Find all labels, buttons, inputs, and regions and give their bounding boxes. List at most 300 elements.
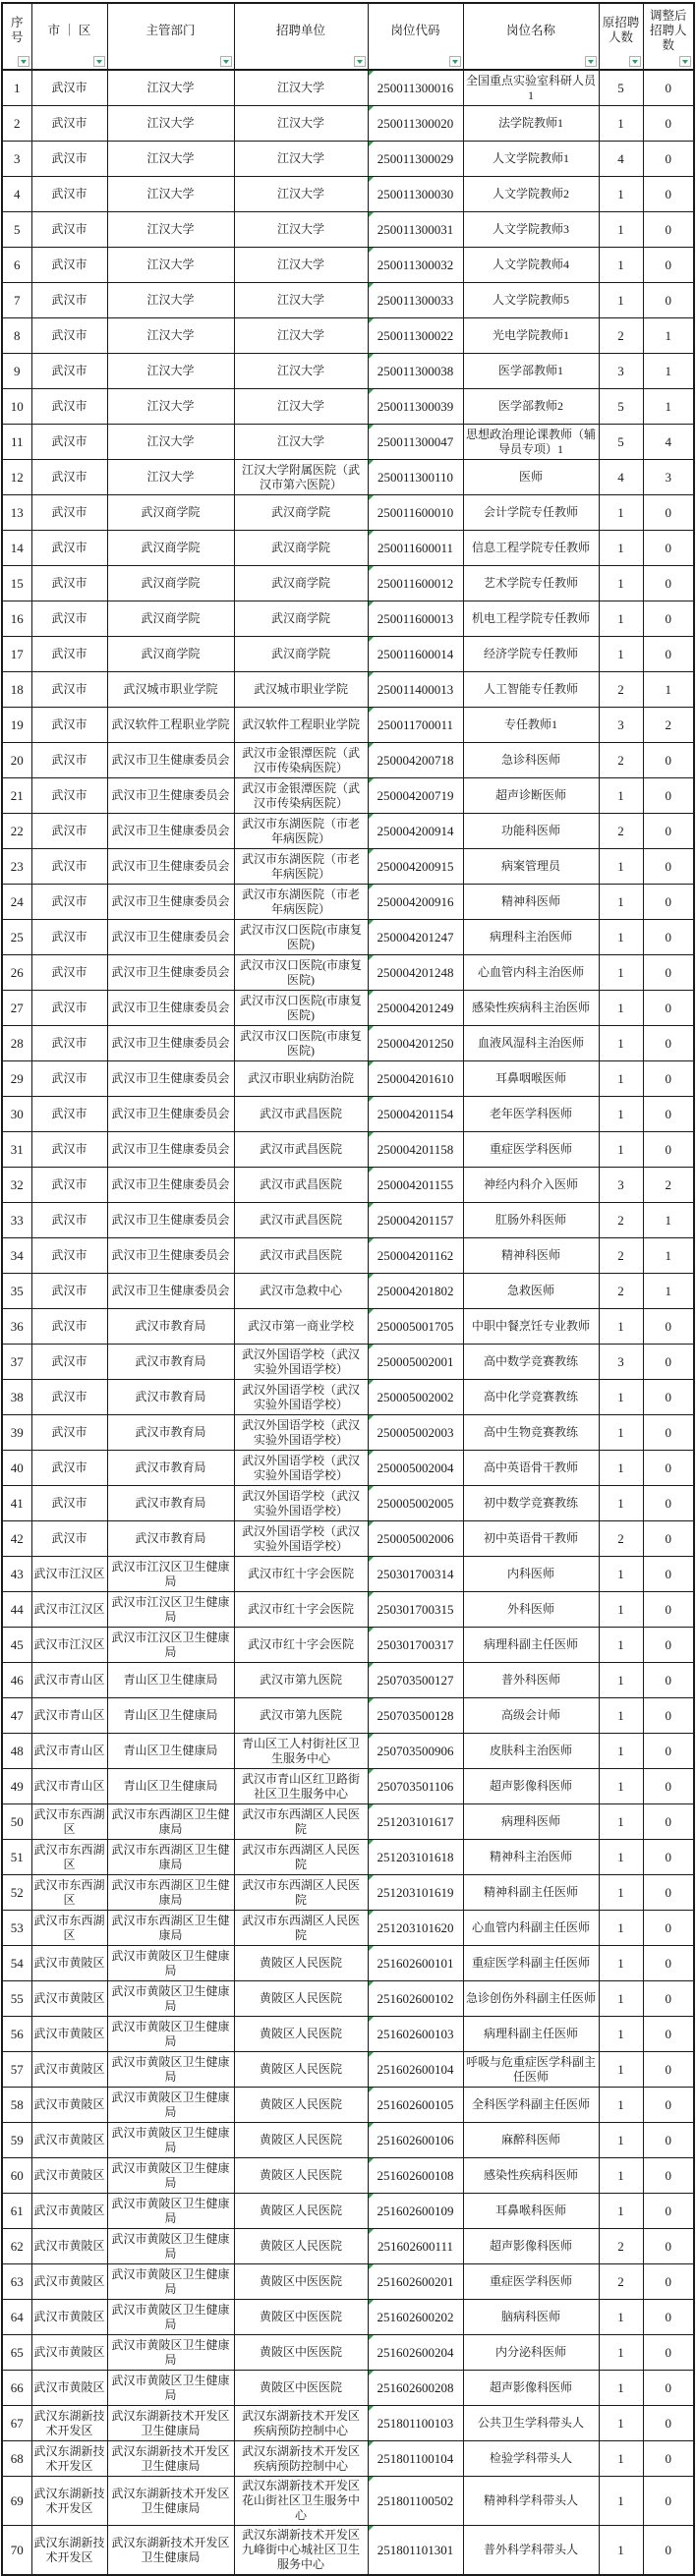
cell-position-name[interactable]: 精神科学科带头人 — [463, 2477, 599, 2526]
cell-original-count[interactable]: 5 — [599, 70, 643, 106]
cell-department[interactable]: 武汉市卫生健康委员会 — [107, 814, 234, 849]
cell-position-code[interactable]: 250011300033 — [368, 283, 463, 318]
cell-position-code[interactable]: 251602600106 — [368, 2123, 463, 2158]
cell-original-count[interactable]: 2 — [599, 1238, 643, 1274]
cell-position-code[interactable]: 250004201157 — [368, 1203, 463, 1238]
cell-adjusted-count[interactable]: 0 — [643, 2406, 694, 2441]
filter-button-position-code[interactable] — [449, 56, 461, 67]
cell-recruiting-unit[interactable]: 武汉市东西湖区人民医院 — [234, 1875, 368, 1911]
cell-adjusted-count[interactable]: 0 — [643, 1981, 694, 2017]
cell-city-district[interactable]: 武汉市青山区 — [31, 1698, 107, 1734]
cell-position-name[interactable]: 耳鼻喉科医师 — [463, 2194, 599, 2229]
cell-city-district[interactable]: 武汉市 — [31, 1238, 107, 1274]
cell-city-district[interactable]: 武汉市 — [31, 460, 107, 495]
cell-department[interactable]: 武汉市黄陂区卫生健康局 — [107, 2229, 234, 2264]
cell-recruiting-unit[interactable]: 武汉市汉口医院(市康复医院) — [234, 991, 368, 1026]
cell-department[interactable]: 武汉软件工程职业学院 — [107, 708, 234, 743]
cell-recruiting-unit[interactable]: 武汉东湖新技术开发区九峰街中心城社区卫生服务中心 — [234, 2526, 368, 2576]
cell-adjusted-count[interactable]: 0 — [643, 177, 694, 212]
cell-department[interactable]: 武汉市黄陂区卫生健康局 — [107, 2300, 234, 2335]
cell-department[interactable]: 武汉市卫生健康委员会 — [107, 1168, 234, 1203]
cell-recruiting-unit[interactable]: 武汉外国语学校（武汉实验外国语学校） — [234, 1451, 368, 1486]
cell-position-code[interactable]: 251801100104 — [368, 2441, 463, 2477]
cell-department[interactable]: 武汉市卫生健康委员会 — [107, 778, 234, 814]
filter-button-recruiting-unit[interactable] — [354, 56, 366, 67]
cell-seq[interactable]: 20 — [2, 743, 31, 778]
cell-position-name[interactable]: 普外科学科带头人 — [463, 2526, 599, 2576]
cell-original-count[interactable]: 1 — [599, 637, 643, 672]
cell-recruiting-unit[interactable]: 武汉东湖新技术开发区疾病预防控制中心 — [234, 2406, 368, 2441]
cell-original-count[interactable]: 1 — [599, 601, 643, 637]
cell-original-count[interactable]: 1 — [599, 1415, 643, 1451]
cell-seq[interactable]: 13 — [2, 495, 31, 531]
cell-seq[interactable]: 52 — [2, 1875, 31, 1911]
filter-button-seq[interactable] — [18, 56, 29, 67]
cell-position-name[interactable]: 病案管理员 — [463, 849, 599, 885]
cell-position-name[interactable]: 超声影像科医师 — [463, 2371, 599, 2406]
cell-seq[interactable]: 35 — [2, 1274, 31, 1309]
cell-seq[interactable]: 22 — [2, 814, 31, 849]
cell-department[interactable]: 青山区卫生健康局 — [107, 1769, 234, 1804]
cell-original-count[interactable]: 1 — [599, 1380, 643, 1415]
cell-position-name[interactable]: 经济学院专任教师 — [463, 637, 599, 672]
cell-adjusted-count[interactable]: 0 — [643, 1061, 694, 1097]
cell-department[interactable]: 武汉市卫生健康委员会 — [107, 849, 234, 885]
cell-original-count[interactable]: 1 — [599, 2406, 643, 2441]
cell-position-code[interactable]: 250011300032 — [368, 248, 463, 283]
cell-position-code[interactable]: 251801100103 — [368, 2406, 463, 2441]
cell-original-count[interactable]: 3 — [599, 708, 643, 743]
cell-original-count[interactable]: 1 — [599, 531, 643, 566]
cell-position-code[interactable]: 250703500128 — [368, 1698, 463, 1734]
cell-original-count[interactable]: 1 — [599, 1132, 643, 1168]
cell-adjusted-count[interactable]: 0 — [643, 1521, 694, 1557]
cell-seq[interactable]: 37 — [2, 1345, 31, 1380]
cell-original-count[interactable]: 2 — [599, 814, 643, 849]
cell-original-count[interactable]: 1 — [599, 1486, 643, 1521]
cell-recruiting-unit[interactable]: 武汉市武昌医院 — [234, 1168, 368, 1203]
cell-original-count[interactable]: 1 — [599, 1946, 643, 1981]
cell-original-count[interactable]: 1 — [599, 2441, 643, 2477]
cell-adjusted-count[interactable]: 0 — [643, 2229, 694, 2264]
cell-city-district[interactable]: 武汉市 — [31, 1168, 107, 1203]
cell-position-code[interactable]: 251801100502 — [368, 2477, 463, 2526]
cell-city-district[interactable]: 武汉市东西湖区 — [31, 1840, 107, 1875]
cell-position-code[interactable]: 251203101618 — [368, 1840, 463, 1875]
cell-recruiting-unit[interactable]: 武汉市汉口医院(市康复医院) — [234, 955, 368, 991]
cell-seq[interactable]: 1 — [2, 70, 31, 106]
cell-position-code[interactable]: 250004201158 — [368, 1132, 463, 1168]
cell-position-name[interactable]: 高中化学竞赛教练 — [463, 1380, 599, 1415]
cell-original-count[interactable]: 1 — [599, 177, 643, 212]
cell-recruiting-unit[interactable]: 黄陂区人民医院 — [234, 2194, 368, 2229]
cell-recruiting-unit[interactable]: 江汉大学 — [234, 212, 368, 248]
cell-recruiting-unit[interactable]: 黄陂区人民医院 — [234, 1946, 368, 1981]
cell-position-name[interactable]: 检验学科带头人 — [463, 2441, 599, 2477]
cell-adjusted-count[interactable]: 0 — [643, 2052, 694, 2088]
cell-seq[interactable]: 63 — [2, 2264, 31, 2300]
cell-position-code[interactable]: 251602600108 — [368, 2158, 463, 2194]
cell-city-district[interactable]: 武汉市 — [31, 1061, 107, 1097]
cell-recruiting-unit[interactable]: 武汉市武昌医院 — [234, 1238, 368, 1274]
cell-position-code[interactable]: 250004200719 — [368, 778, 463, 814]
cell-position-name[interactable]: 老年医学科医师 — [463, 1097, 599, 1132]
cell-department[interactable]: 武汉市东西湖区卫生健康局 — [107, 1840, 234, 1875]
cell-department[interactable]: 武汉市教育局 — [107, 1345, 234, 1380]
cell-position-code[interactable]: 250004201249 — [368, 991, 463, 1026]
cell-original-count[interactable]: 1 — [599, 1911, 643, 1946]
cell-original-count[interactable]: 1 — [599, 1026, 643, 1061]
cell-recruiting-unit[interactable]: 武汉市东湖医院（市老年病医院） — [234, 814, 368, 849]
cell-seq[interactable]: 46 — [2, 1663, 31, 1698]
cell-position-code[interactable]: 250011600011 — [368, 531, 463, 566]
cell-adjusted-count[interactable]: 0 — [643, 248, 694, 283]
cell-original-count[interactable]: 1 — [599, 1804, 643, 1840]
cell-adjusted-count[interactable]: 1 — [643, 318, 694, 354]
cell-original-count[interactable]: 1 — [599, 1663, 643, 1698]
cell-department[interactable]: 江汉大学 — [107, 142, 234, 177]
cell-city-district[interactable]: 武汉市 — [31, 1521, 107, 1557]
cell-recruiting-unit[interactable]: 武汉商学院 — [234, 495, 368, 531]
cell-adjusted-count[interactable]: 0 — [643, 1769, 694, 1804]
cell-city-district[interactable]: 武汉市黄陂区 — [31, 2123, 107, 2158]
cell-city-district[interactable]: 武汉市青山区 — [31, 1663, 107, 1698]
cell-department[interactable]: 武汉市卫生健康委员会 — [107, 1097, 234, 1132]
cell-original-count[interactable]: 1 — [599, 2123, 643, 2158]
cell-original-count[interactable]: 1 — [599, 2017, 643, 2052]
cell-adjusted-count[interactable]: 2 — [643, 1168, 694, 1203]
cell-seq[interactable]: 17 — [2, 637, 31, 672]
cell-adjusted-count[interactable]: 0 — [643, 2335, 694, 2371]
cell-position-code[interactable]: 250004201247 — [368, 920, 463, 955]
cell-position-code[interactable]: 250011300029 — [368, 142, 463, 177]
cell-adjusted-count[interactable]: 0 — [643, 1451, 694, 1486]
cell-position-code[interactable]: 250005002004 — [368, 1451, 463, 1486]
cell-position-name[interactable]: 全科医学科副主任医师 — [463, 2088, 599, 2123]
cell-seq[interactable]: 69 — [2, 2477, 31, 2526]
cell-recruiting-unit[interactable]: 武汉市第一商业学校 — [234, 1309, 368, 1345]
cell-seq[interactable]: 60 — [2, 2158, 31, 2194]
cell-adjusted-count[interactable]: 1 — [643, 389, 694, 425]
cell-position-name[interactable]: 重症医学科医师 — [463, 1132, 599, 1168]
cell-original-count[interactable]: 1 — [599, 2526, 643, 2576]
cell-original-count[interactable]: 1 — [599, 248, 643, 283]
cell-position-name[interactable]: 内分泌科医师 — [463, 2335, 599, 2371]
cell-recruiting-unit[interactable]: 武汉外国语学校（武汉实验外国语学校） — [234, 1380, 368, 1415]
cell-position-code[interactable]: 250011300016 — [368, 70, 463, 106]
cell-position-name[interactable]: 医学部教师1 — [463, 354, 599, 389]
cell-original-count[interactable]: 1 — [599, 2300, 643, 2335]
cell-recruiting-unit[interactable]: 黄陂区人民医院 — [234, 2123, 368, 2158]
cell-city-district[interactable]: 武汉市 — [31, 1274, 107, 1309]
cell-position-code[interactable]: 250011400013 — [368, 672, 463, 708]
cell-position-code[interactable]: 250703501106 — [368, 1769, 463, 1804]
cell-seq[interactable]: 44 — [2, 1592, 31, 1628]
cell-seq[interactable]: 68 — [2, 2441, 31, 2477]
cell-recruiting-unit[interactable]: 武汉市红十字会医院 — [234, 1592, 368, 1628]
cell-recruiting-unit[interactable]: 黄陂区人民医院 — [234, 2052, 368, 2088]
cell-city-district[interactable]: 武汉市 — [31, 248, 107, 283]
cell-department[interactable]: 江汉大学 — [107, 177, 234, 212]
cell-position-code[interactable]: 251801101301 — [368, 2526, 463, 2576]
cell-seq[interactable]: 39 — [2, 1415, 31, 1451]
cell-recruiting-unit[interactable]: 江汉大学 — [234, 354, 368, 389]
cell-position-code[interactable]: 251602600208 — [368, 2371, 463, 2406]
cell-position-name[interactable]: 中职中餐烹饪专业教师 — [463, 1309, 599, 1345]
cell-original-count[interactable]: 1 — [599, 955, 643, 991]
cell-position-code[interactable]: 251602600102 — [368, 1981, 463, 2017]
cell-seq[interactable]: 47 — [2, 1698, 31, 1734]
cell-city-district[interactable]: 武汉东湖新技术开发区 — [31, 2477, 107, 2526]
cell-adjusted-count[interactable]: 0 — [643, 212, 694, 248]
cell-city-district[interactable]: 武汉市黄陂区 — [31, 1946, 107, 1981]
cell-position-name[interactable]: 心血管内科主治医师 — [463, 955, 599, 991]
cell-recruiting-unit[interactable]: 武汉软件工程职业学院 — [234, 708, 368, 743]
cell-recruiting-unit[interactable]: 黄陂区人民医院 — [234, 2158, 368, 2194]
cell-position-code[interactable]: 250011600014 — [368, 637, 463, 672]
cell-position-code[interactable]: 250011600013 — [368, 601, 463, 637]
cell-original-count[interactable]: 1 — [599, 566, 643, 601]
cell-recruiting-unit[interactable]: 黄陂区人民医院 — [234, 2229, 368, 2264]
cell-department[interactable]: 武汉市黄陂区卫生健康局 — [107, 2088, 234, 2123]
cell-original-count[interactable]: 2 — [599, 2229, 643, 2264]
cell-department[interactable]: 武汉市黄陂区卫生健康局 — [107, 2335, 234, 2371]
cell-adjusted-count[interactable]: 0 — [643, 1840, 694, 1875]
cell-adjusted-count[interactable]: 0 — [643, 2017, 694, 2052]
cell-position-name[interactable]: 精神科医师 — [463, 885, 599, 920]
cell-position-name[interactable]: 公共卫生学科带头人 — [463, 2406, 599, 2441]
cell-recruiting-unit[interactable]: 武汉市东西湖区人民医院 — [234, 1804, 368, 1840]
cell-adjusted-count[interactable]: 0 — [643, 2158, 694, 2194]
cell-department[interactable]: 武汉市卫生健康委员会 — [107, 1026, 234, 1061]
cell-position-code[interactable]: 250004201802 — [368, 1274, 463, 1309]
cell-recruiting-unit[interactable]: 武汉市金银潭医院（武汉市传染病医院） — [234, 778, 368, 814]
cell-recruiting-unit[interactable]: 武汉外国语学校（武汉实验外国语学校） — [234, 1521, 368, 1557]
cell-position-name[interactable]: 高中数学竞赛教练 — [463, 1345, 599, 1380]
cell-city-district[interactable]: 武汉市江汉区 — [31, 1557, 107, 1592]
cell-recruiting-unit[interactable]: 武汉市急救中心 — [234, 1274, 368, 1309]
cell-position-name[interactable]: 专任教师1 — [463, 708, 599, 743]
cell-department[interactable]: 武汉市东西湖区卫生健康局 — [107, 1911, 234, 1946]
cell-seq[interactable]: 6 — [2, 248, 31, 283]
cell-position-name[interactable]: 高中生物竞赛教练 — [463, 1415, 599, 1451]
cell-seq[interactable]: 15 — [2, 566, 31, 601]
cell-position-code[interactable]: 250005002005 — [368, 1486, 463, 1521]
cell-recruiting-unit[interactable]: 武汉市东西湖区人民医院 — [234, 1911, 368, 1946]
header-seq[interactable] — [2, 3, 31, 70]
cell-department[interactable]: 青山区卫生健康局 — [107, 1698, 234, 1734]
cell-department[interactable]: 武汉市黄陂区卫生健康局 — [107, 1981, 234, 2017]
cell-department[interactable]: 武汉市黄陂区卫生健康局 — [107, 2017, 234, 2052]
cell-position-code[interactable]: 250005002001 — [368, 1345, 463, 1380]
cell-city-district[interactable]: 武汉市 — [31, 778, 107, 814]
header-recruiting-unit[interactable] — [234, 3, 368, 70]
cell-original-count[interactable]: 1 — [599, 106, 643, 142]
cell-seq[interactable]: 11 — [2, 425, 31, 460]
header-position-code[interactable] — [368, 3, 463, 70]
cell-city-district[interactable]: 武汉市 — [31, 1132, 107, 1168]
cell-department[interactable]: 武汉城市职业学院 — [107, 672, 234, 708]
cell-seq[interactable]: 58 — [2, 2088, 31, 2123]
cell-seq[interactable]: 3 — [2, 142, 31, 177]
cell-department[interactable]: 武汉商学院 — [107, 566, 234, 601]
cell-adjusted-count[interactable]: 0 — [643, 1946, 694, 1981]
cell-city-district[interactable]: 武汉市 — [31, 920, 107, 955]
cell-department[interactable]: 江汉大学 — [107, 389, 234, 425]
cell-recruiting-unit[interactable]: 武汉商学院 — [234, 601, 368, 637]
cell-original-count[interactable]: 1 — [599, 1592, 643, 1628]
cell-original-count[interactable]: 1 — [599, 2477, 643, 2526]
cell-position-name[interactable]: 耳鼻咽喉医师 — [463, 1061, 599, 1097]
cell-adjusted-count[interactable]: 0 — [643, 2526, 694, 2576]
cell-adjusted-count[interactable]: 0 — [643, 1734, 694, 1769]
cell-city-district[interactable]: 武汉市 — [31, 142, 107, 177]
cell-department[interactable]: 武汉东湖新技术开发区卫生健康局 — [107, 2406, 234, 2441]
cell-city-district[interactable]: 武汉市 — [31, 425, 107, 460]
cell-recruiting-unit[interactable]: 黄陂区中医医院 — [234, 2264, 368, 2300]
cell-adjusted-count[interactable]: 0 — [643, 1592, 694, 1628]
cell-position-code[interactable]: 250011300038 — [368, 354, 463, 389]
cell-city-district[interactable]: 武汉市 — [31, 1026, 107, 1061]
cell-city-district[interactable]: 武汉市黄陂区 — [31, 2335, 107, 2371]
cell-original-count[interactable]: 1 — [599, 2158, 643, 2194]
cell-seq[interactable]: 34 — [2, 1238, 31, 1274]
cell-position-code[interactable]: 250011300030 — [368, 177, 463, 212]
cell-original-count[interactable]: 1 — [599, 2371, 643, 2406]
cell-city-district[interactable]: 武汉市 — [31, 814, 107, 849]
cell-position-code[interactable]: 250005001705 — [368, 1309, 463, 1345]
cell-department[interactable]: 武汉市教育局 — [107, 1309, 234, 1345]
cell-seq[interactable]: 19 — [2, 708, 31, 743]
cell-position-name[interactable]: 血液风湿科主治医师 — [463, 1026, 599, 1061]
cell-position-name[interactable]: 超声影像科医师 — [463, 1769, 599, 1804]
cell-seq[interactable]: 59 — [2, 2123, 31, 2158]
cell-recruiting-unit[interactable]: 黄陂区中医医院 — [234, 2300, 368, 2335]
cell-original-count[interactable]: 3 — [599, 1168, 643, 1203]
cell-position-code[interactable]: 250004201610 — [368, 1061, 463, 1097]
cell-adjusted-count[interactable]: 0 — [643, 1132, 694, 1168]
cell-department[interactable]: 武汉市黄陂区卫生健康局 — [107, 2158, 234, 2194]
cell-adjusted-count[interactable]: 0 — [643, 2264, 694, 2300]
cell-department[interactable]: 武汉东湖新技术开发区卫生健康局 — [107, 2441, 234, 2477]
cell-position-code[interactable]: 251602600202 — [368, 2300, 463, 2335]
cell-recruiting-unit[interactable]: 江汉大学 — [234, 177, 368, 212]
cell-city-district[interactable]: 武汉东湖新技术开发区 — [31, 2526, 107, 2576]
cell-position-name[interactable]: 病理科副主任医师 — [463, 2017, 599, 2052]
cell-department[interactable]: 武汉市卫生健康委员会 — [107, 1132, 234, 1168]
cell-department[interactable]: 武汉市卫生健康委员会 — [107, 1238, 234, 1274]
cell-original-count[interactable]: 3 — [599, 1345, 643, 1380]
cell-seq[interactable]: 21 — [2, 778, 31, 814]
cell-recruiting-unit[interactable]: 武汉商学院 — [234, 637, 368, 672]
cell-position-name[interactable]: 会计学院专任教师 — [463, 495, 599, 531]
cell-city-district[interactable]: 武汉市 — [31, 1415, 107, 1451]
cell-original-count[interactable]: 2 — [599, 1274, 643, 1309]
cell-city-district[interactable]: 武汉市 — [31, 318, 107, 354]
cell-city-district[interactable]: 武汉市黄陂区 — [31, 1981, 107, 2017]
cell-position-code[interactable]: 250703500906 — [368, 1734, 463, 1769]
cell-city-district[interactable]: 武汉市 — [31, 1097, 107, 1132]
header-department[interactable] — [107, 3, 234, 70]
cell-city-district[interactable]: 武汉市东西湖区 — [31, 1911, 107, 1946]
cell-position-name[interactable]: 机电工程学院专任教师 — [463, 601, 599, 637]
cell-recruiting-unit[interactable]: 江汉大学 — [234, 106, 368, 142]
cell-position-name[interactable]: 全国重点实验室科研人员1 — [463, 70, 599, 106]
cell-original-count[interactable]: 1 — [599, 1875, 643, 1911]
cell-recruiting-unit[interactable]: 武汉东湖新技术开发区疾病预防控制中心 — [234, 2441, 368, 2477]
cell-department[interactable]: 江汉大学 — [107, 460, 234, 495]
cell-adjusted-count[interactable]: 1 — [643, 672, 694, 708]
cell-position-name[interactable]: 医师 — [463, 460, 599, 495]
cell-city-district[interactable]: 武汉市 — [31, 743, 107, 778]
cell-adjusted-count[interactable]: 1 — [643, 1274, 694, 1309]
cell-recruiting-unit[interactable]: 武汉城市职业学院 — [234, 672, 368, 708]
cell-position-code[interactable]: 250004200916 — [368, 885, 463, 920]
cell-recruiting-unit[interactable]: 武汉商学院 — [234, 531, 368, 566]
cell-department[interactable]: 武汉市卫生健康委员会 — [107, 885, 234, 920]
cell-position-code[interactable]: 250011300020 — [368, 106, 463, 142]
cell-position-code[interactable]: 250004200718 — [368, 743, 463, 778]
cell-recruiting-unit[interactable]: 武汉东湖新技术开发区花山街社区卫生服务中心 — [234, 2477, 368, 2526]
cell-seq[interactable]: 7 — [2, 283, 31, 318]
filter-button-original-count[interactable] — [629, 56, 641, 67]
cell-position-name[interactable]: 病理科主治医师 — [463, 920, 599, 955]
cell-position-name[interactable]: 病理科副主任医师 — [463, 1628, 599, 1663]
cell-position-code[interactable]: 250011300022 — [368, 318, 463, 354]
cell-city-district[interactable]: 武汉市东西湖区 — [31, 1804, 107, 1840]
cell-adjusted-count[interactable]: 2 — [643, 708, 694, 743]
cell-adjusted-count[interactable]: 0 — [643, 1911, 694, 1946]
cell-recruiting-unit[interactable]: 江汉大学 — [234, 283, 368, 318]
cell-position-name[interactable]: 麻醉科医师 — [463, 2123, 599, 2158]
cell-original-count[interactable]: 1 — [599, 1557, 643, 1592]
cell-seq[interactable]: 2 — [2, 106, 31, 142]
cell-seq[interactable]: 49 — [2, 1769, 31, 1804]
cell-seq[interactable]: 9 — [2, 354, 31, 389]
cell-seq[interactable]: 18 — [2, 672, 31, 708]
cell-position-code[interactable]: 251602600111 — [368, 2229, 463, 2264]
cell-position-code[interactable]: 251602600103 — [368, 2017, 463, 2052]
cell-department[interactable]: 武汉市黄陂区卫生健康局 — [107, 2371, 234, 2406]
cell-adjusted-count[interactable]: 0 — [643, 1309, 694, 1345]
cell-original-count[interactable]: 1 — [599, 2335, 643, 2371]
cell-adjusted-count[interactable]: 0 — [643, 566, 694, 601]
cell-seq[interactable]: 14 — [2, 531, 31, 566]
cell-recruiting-unit[interactable]: 武汉市东湖医院（市老年病医院） — [234, 885, 368, 920]
cell-department[interactable]: 武汉市卫生健康委员会 — [107, 1203, 234, 1238]
cell-adjusted-count[interactable]: 1 — [643, 1238, 694, 1274]
cell-city-district[interactable]: 武汉市 — [31, 177, 107, 212]
cell-position-code[interactable]: 250011300031 — [368, 212, 463, 248]
cell-position-code[interactable]: 250004201154 — [368, 1097, 463, 1132]
cell-recruiting-unit[interactable]: 武汉市金银潭医院（武汉市传染病医院） — [234, 743, 368, 778]
cell-seq[interactable]: 38 — [2, 1380, 31, 1415]
cell-adjusted-count[interactable]: 0 — [643, 2371, 694, 2406]
cell-recruiting-unit[interactable]: 黄陂区中医医院 — [234, 2335, 368, 2371]
cell-position-name[interactable]: 重症医学科副主任医师 — [463, 1946, 599, 1981]
cell-position-code[interactable]: 251203101619 — [368, 1875, 463, 1911]
cell-department[interactable]: 武汉市黄陂区卫生健康局 — [107, 1946, 234, 1981]
cell-recruiting-unit[interactable]: 武汉市武昌医院 — [234, 1132, 368, 1168]
cell-adjusted-count[interactable]: 0 — [643, 1663, 694, 1698]
cell-original-count[interactable]: 2 — [599, 672, 643, 708]
cell-seq[interactable]: 51 — [2, 1840, 31, 1875]
cell-city-district[interactable]: 武汉市 — [31, 354, 107, 389]
cell-recruiting-unit[interactable]: 江汉大学 — [234, 389, 368, 425]
cell-department[interactable]: 武汉市江汉区卫生健康局 — [107, 1592, 234, 1628]
cell-position-name[interactable]: 急诊创伤外科副主任医师 — [463, 1981, 599, 2017]
cell-seq[interactable]: 36 — [2, 1309, 31, 1345]
